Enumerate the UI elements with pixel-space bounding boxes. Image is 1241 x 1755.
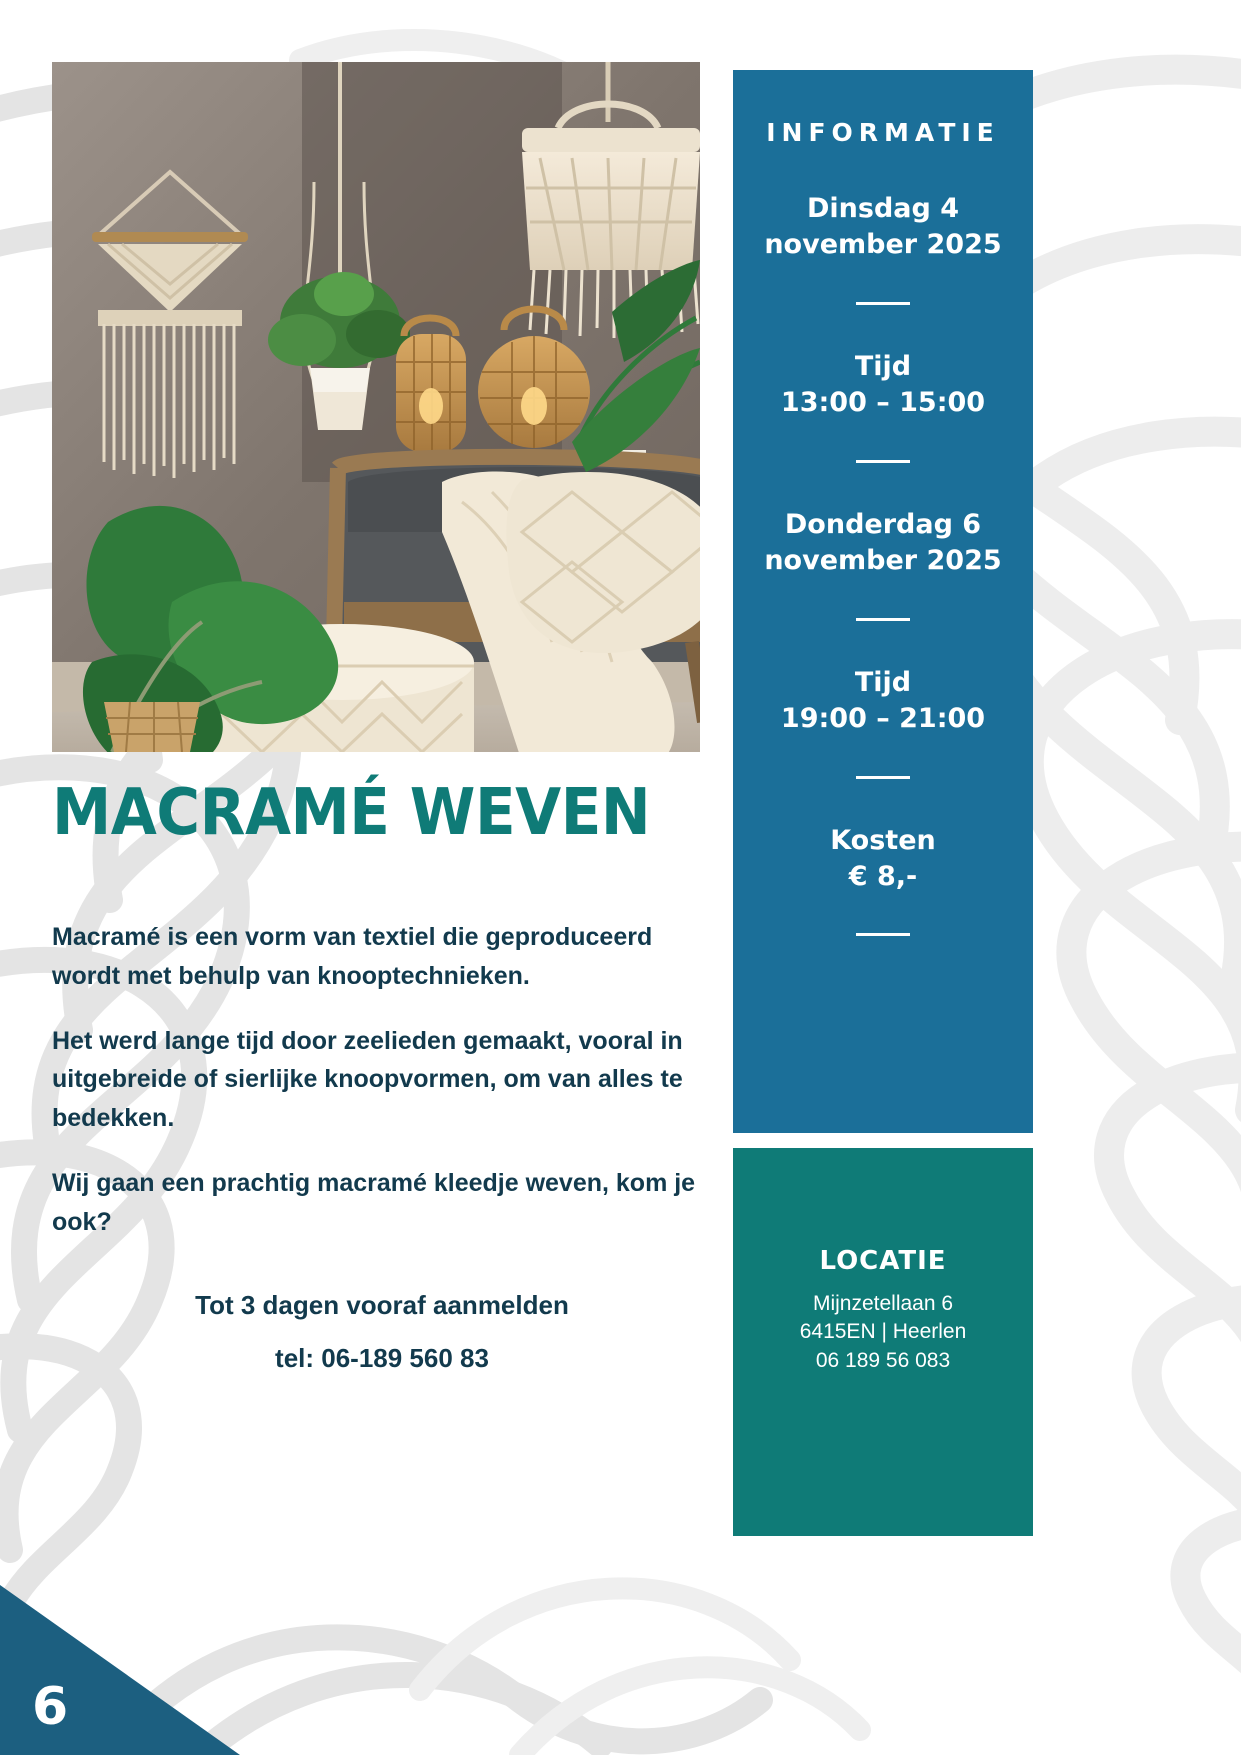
info-block-date-2 xyxy=(733,507,1033,580)
location-panel xyxy=(733,1148,1033,1536)
info-label: Kosten xyxy=(830,824,936,856)
paragraph-3: Wij gaan een prachtig macramé kleedje weven, kom je ook? xyxy=(52,1168,696,1236)
body-copy xyxy=(52,918,712,1267)
info-panel xyxy=(733,70,1033,1133)
signup-line-1: Tot 3 dagen vooraf aanmelden xyxy=(195,1290,569,1320)
location-phone: 06 189 56 083 xyxy=(815,1348,951,1372)
info-value: € 8,- xyxy=(848,860,918,892)
signup-note xyxy=(52,1290,712,1374)
page-number-corner xyxy=(0,1565,240,1755)
location-street: Mijnzetellaan 6 xyxy=(812,1292,954,1315)
info-heading: INFORMATIE xyxy=(766,118,1000,147)
info-divider xyxy=(856,460,910,463)
info-block-date-1 xyxy=(733,191,1033,264)
paragraph-1: Macramé is een vorm van textiel die geproduceerd wordt met behulp van knooptechnieken. xyxy=(52,923,653,990)
info-value: 13:00 – 15:00 xyxy=(780,387,986,419)
info-label: Tijd xyxy=(854,350,912,382)
info-label: Tijd xyxy=(854,666,912,698)
info-block-time-1 xyxy=(733,349,1033,422)
location-city: 6415EN | Heerlen xyxy=(799,1320,967,1344)
info-divider xyxy=(856,776,910,779)
info-value: november 2025 xyxy=(764,545,1002,577)
paragraph-2: Het werd lange tijd door zeelieden gemaakt, vooral in uitgebreide of sierlijke knoopvormen, om van alles te bedekken. xyxy=(52,1026,683,1132)
info-label: Donderdag 6 xyxy=(784,508,982,540)
location-title: LOCATIE xyxy=(819,1246,947,1276)
info-block-time-2 xyxy=(733,665,1033,738)
info-value: november 2025 xyxy=(764,229,1002,261)
info-divider xyxy=(856,618,910,621)
page-number: 6 xyxy=(32,1677,69,1737)
info-divider xyxy=(856,302,910,305)
signup-phone: tel: 06-189 560 83 xyxy=(275,1343,489,1373)
info-value: 19:00 – 21:00 xyxy=(780,703,986,735)
location-address xyxy=(733,1290,1033,1375)
info-divider xyxy=(856,933,910,936)
info-label: Dinsdag 4 xyxy=(806,193,960,224)
macrame-photo xyxy=(52,62,700,752)
page-title: MACRAMÉ WEVEN xyxy=(52,776,651,850)
info-block-cost xyxy=(733,823,1033,896)
